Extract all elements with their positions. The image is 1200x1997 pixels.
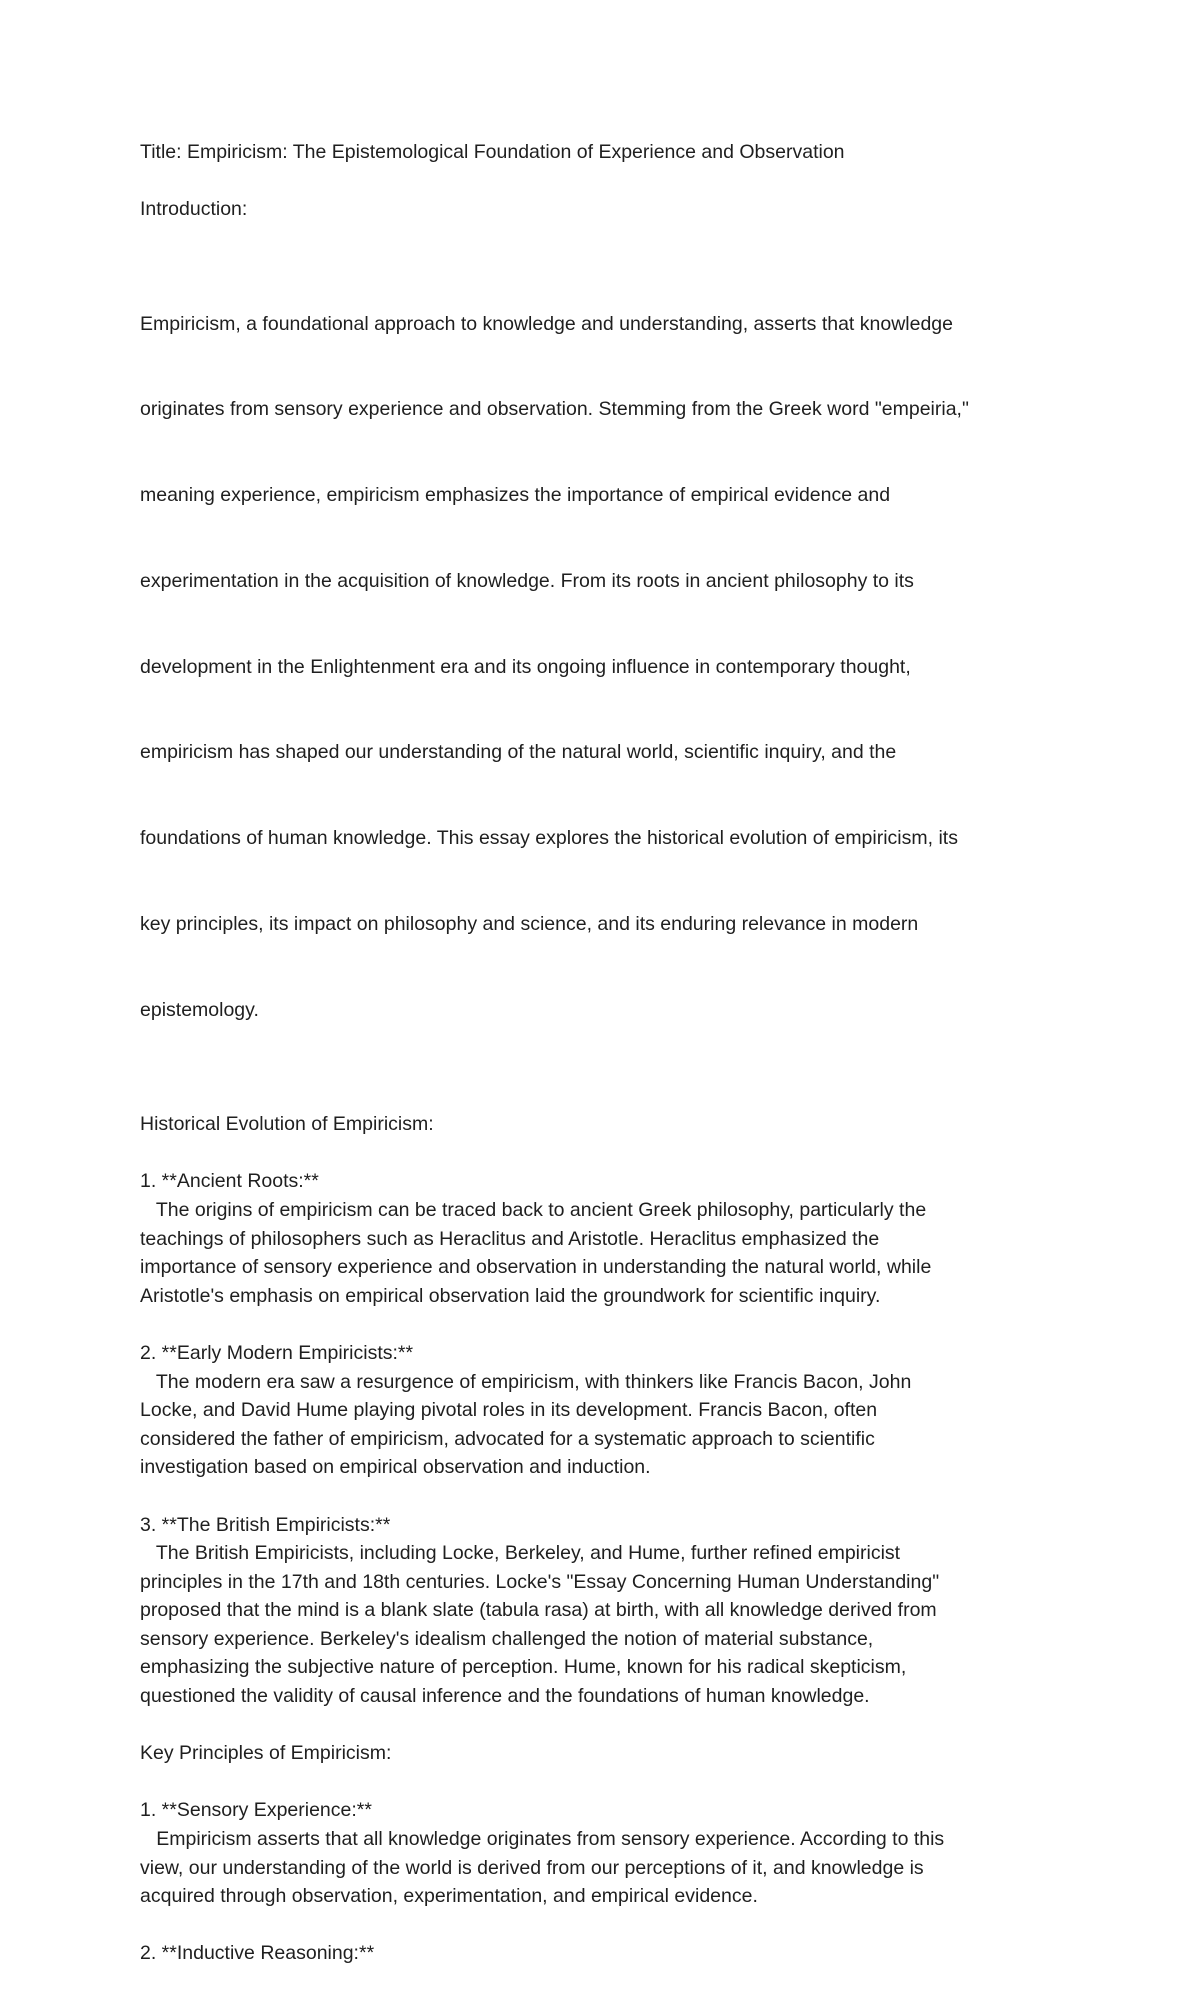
paragraph-line: meaning experience, empiricism emphasizes the importance of empirical evidence and xyxy=(140,484,891,507)
principle-item-sensory-experience xyxy=(140,1796,1050,1910)
item-heading: 2. **Early Modern Empiricists:** xyxy=(140,1341,414,1364)
item-heading: 1. **Ancient Roots:** xyxy=(140,1170,319,1193)
document-page xyxy=(140,138,1050,1997)
section-heading-principles: Key Principles of Empiricism: xyxy=(140,1742,392,1765)
section-heading-introduction: Introduction: xyxy=(140,198,248,221)
item-heading: 1. **Sensory Experience:** xyxy=(140,1799,372,1822)
paragraph-line: importance of sensory experience and observation in understanding the natural world, while xyxy=(140,1256,932,1279)
paragraph-line: The origins of empiricism can be traced back to ancient Greek philosophy, particularly the xyxy=(140,1198,927,1221)
history-item-early-modern xyxy=(140,1339,1050,1482)
paragraph-line: Aristotle's emphasis on empirical observation laid the groundwork for scientific inquiry. xyxy=(140,1284,881,1307)
principle-item-inductive-reasoning xyxy=(140,1939,1050,1968)
paragraph-line: The modern era saw a resurgence of empiricism, with thinkers like Francis Bacon, John xyxy=(140,1370,912,1393)
paragraph-line: principles in the 17th and 18th centuries. Locke's "Essay Concerning Human Understanding" xyxy=(140,1570,940,1593)
paragraph-line: development in the Enlightenment era and its ongoing influence in contemporary thought, xyxy=(140,655,911,678)
paragraph-line: The British Empiricists, including Locke, Berkeley, and Hume, further refined empiricist xyxy=(140,1542,901,1565)
paragraph-line: questioned the validity of causal inference and the foundations of human knowledge. xyxy=(140,1685,870,1708)
paragraph-line: teachings of philosophers such as Heraclitus and Aristotle. Heraclitus emphasized the xyxy=(140,1227,880,1250)
paragraph-line: Empiricism asserts that all knowledge originates from sensory experience. According to this xyxy=(140,1828,945,1851)
paragraph-line: considered the father of empiricism, advocated for a systematic approach to scientific xyxy=(140,1427,875,1450)
paragraph-line: sensory experience. Berkeley's idealism challenged the notion of material substance, xyxy=(140,1627,874,1650)
section-heading-history: Historical Evolution of Empiricism: xyxy=(140,1113,434,1136)
item-heading: 2. **Inductive Reasoning:** xyxy=(140,1942,375,1965)
item-heading: 3. **The British Empiricists:** xyxy=(140,1513,391,1536)
paragraph-line: originates from sensory experience and observation. Stemming from the Greek word "empeiria," xyxy=(140,398,969,421)
history-item-ancient-roots xyxy=(140,1167,1050,1310)
paragraph-line: Locke, and David Hume playing pivotal roles in its development. Francis Bacon, often xyxy=(140,1399,878,1422)
document-title: Title: Empiricism: The Epistemological Foundation of Experience and Observation xyxy=(140,141,845,163)
paragraph-line: foundations of human knowledge. This essay explores the historical evolution of empiricism, its xyxy=(140,827,958,850)
paragraph-line: view, our understanding of the world is derived from our perceptions of it, and knowledge is xyxy=(140,1856,924,1879)
paragraph-line: proposed that the mind is a blank slate (tabula rasa) at birth, with all knowledge derived from xyxy=(140,1599,937,1622)
paragraph-line: empiricism has shaped our understanding of the natural world, scientific inquiry, and the xyxy=(140,741,897,764)
paragraph-line: key principles, its impact on philosophy and science, and its enduring relevance in modern xyxy=(140,913,919,936)
paragraph-line: experimentation in the acquisition of knowledge. From its roots in ancient philosophy to its xyxy=(140,569,914,592)
paragraph-line: investigation based on empirical observation and induction. xyxy=(140,1456,651,1479)
paragraph-line: epistemology. xyxy=(140,998,259,1021)
introduction-paragraph xyxy=(140,252,1050,1081)
history-item-british-empiricists xyxy=(140,1511,1050,1711)
paragraph-line: emphasizing the subjective nature of perception. Hume, known for his radical skepticism, xyxy=(140,1656,907,1679)
paragraph-line: acquired through observation, experimentation, and empirical evidence. xyxy=(140,1885,758,1908)
paragraph-line: Empiricism, a foundational approach to knowledge and understanding, asserts that knowledge xyxy=(140,312,954,335)
